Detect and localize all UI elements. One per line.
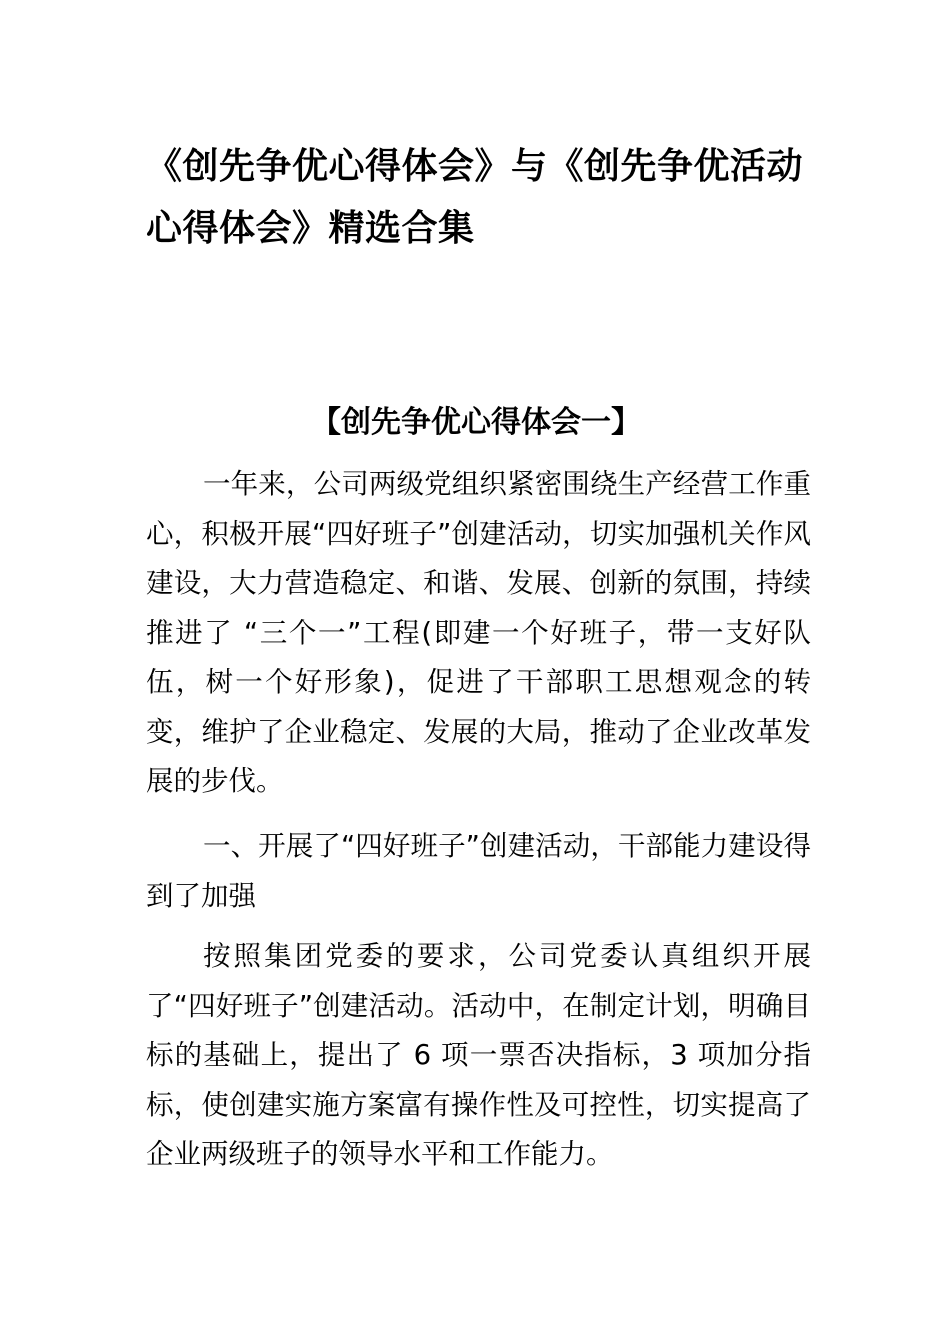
paragraph-intro: 一年来，公司两级党组织紧密围绕生产经营工作重心，积极开展“四好班子”创建活动，切实加强机关作风建设，大力营造稳定、和谐、发展、创新的氛围，持续推进了 “三个一”工程(即建一个好班子，带一支好队伍，树一个好形象)，促进了干部职工思想观念的转变，维护了企业稳定、发展的大局，推动了企业改革发展的步伐。 bbox=[146, 468, 811, 797]
paragraph-body: 按照集团党委的要求，公司党委认真组织开展了“四好班子”创建活动。活动中，在制定计划，明确目标的基础上，提出了 6 项一票否决指标，3 项加分指标，使创建实施方案富有操作性及可控性，切实提高了企业两级班子的领导水平和工作能力。 bbox=[146, 940, 811, 1170]
document-title: 《创先争优心得体会》与《创先争优活动心得体会》精选合集 bbox=[146, 146, 804, 249]
paragraph-subheading: 一、开展了“四好班子”创建活动，干部能力建设得到了加强 bbox=[146, 830, 811, 912]
section-heading: 【创先争优心得体会一】 bbox=[311, 405, 641, 440]
